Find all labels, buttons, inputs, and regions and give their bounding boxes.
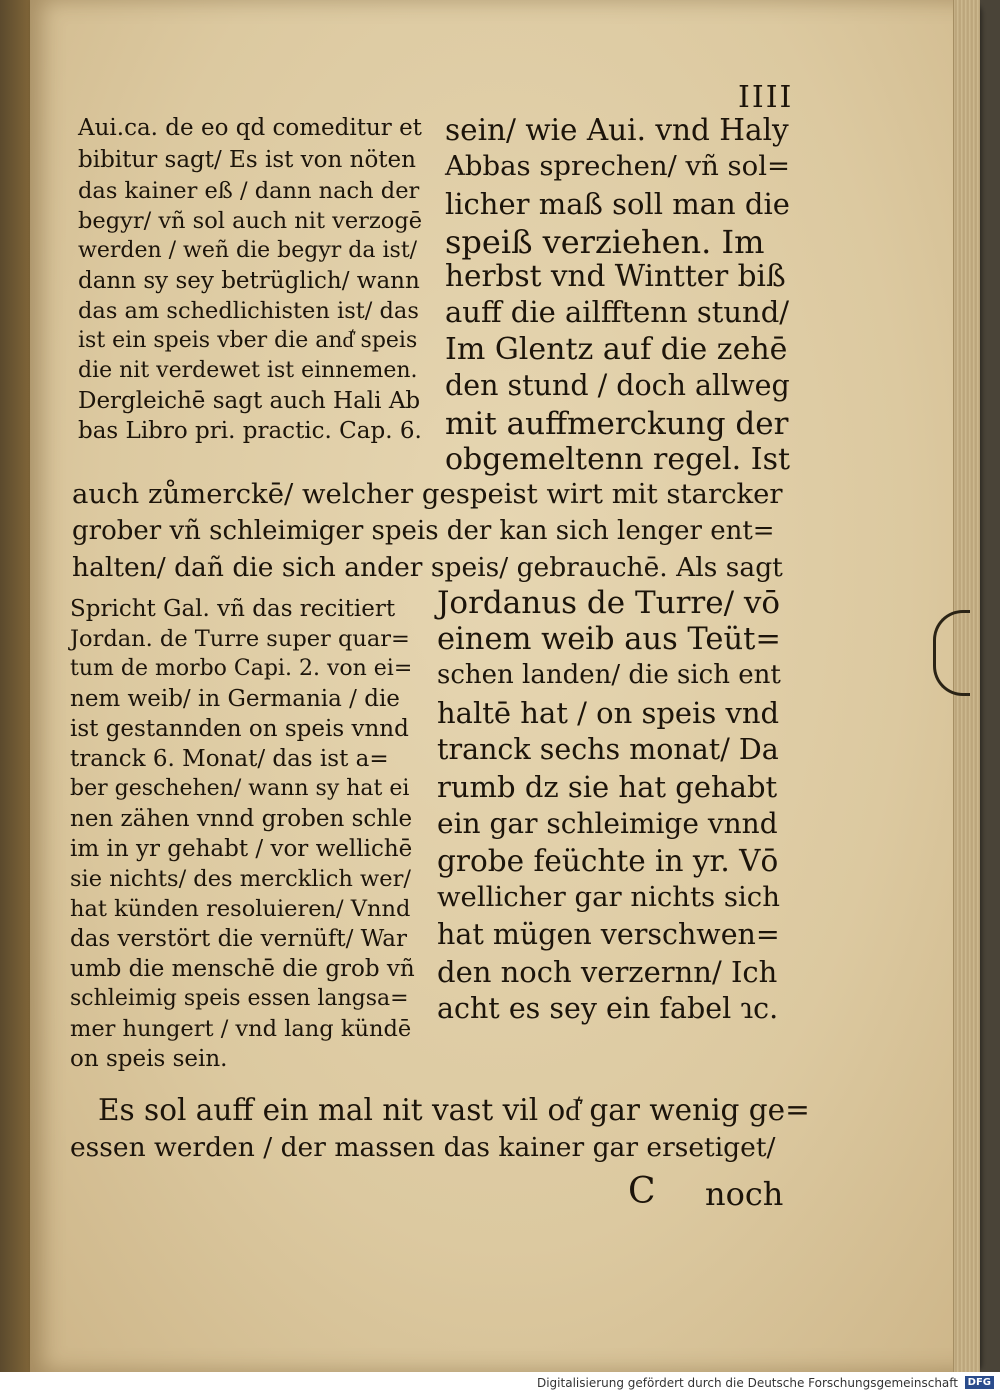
text-line: bibitur sagt/ Es ist von nöten xyxy=(78,147,416,173)
text-line: grobe feüchte in yr. Vō xyxy=(437,844,779,878)
text-line: mit auffmerckung der xyxy=(445,406,789,442)
text-line: hat künden resoluieren/ Vnnd xyxy=(70,896,411,922)
text-line: mer hungert / vnd lang kündē xyxy=(70,1016,412,1042)
text-line: Abbas sprechen/ vñ sol= xyxy=(445,150,791,182)
signature-mark: C xyxy=(628,1171,656,1212)
bookmark-ribbon xyxy=(933,610,970,696)
text-line: ein gar schleimige vnnd xyxy=(437,807,778,840)
text-line: halten/ dañ die sich ander speis/ gebrauchē. Als sagt xyxy=(72,552,783,583)
text-line: Aui.ca. de eo qd comeditur et xyxy=(78,115,422,141)
text-line: Jordan. de Turre super quar= xyxy=(70,626,410,652)
text-line: acht es sey ein fabel ɿc. xyxy=(437,992,779,1025)
foliation-number: IIII xyxy=(738,80,794,115)
text-line: haltē hat / on speis vnd xyxy=(437,696,780,730)
text-line: ist gestannden on speis vnnd xyxy=(70,716,409,742)
text-line: tranck 6. Monat/ das ist a= xyxy=(70,746,389,772)
text-line: schleimig speis essen langsa= xyxy=(70,986,409,1011)
footer-credit: Digitalisierung gefördert durch die Deutsche Forschungsgemeinschaft xyxy=(536,1376,958,1390)
text-line: das am schedlichisten ist/ das xyxy=(78,298,419,324)
text-line: nen zähen vnnd groben schle xyxy=(70,806,413,832)
text-line: bas Libro pri. practic. Cap. 6. xyxy=(78,418,422,444)
text-line: grober vñ schleimiger speis der kan sich lenger ent= xyxy=(72,516,775,546)
text-line: tum de morbo Capi. 2. von ei= xyxy=(70,656,413,681)
text-line: einem weib aus Teüt= xyxy=(437,622,781,657)
text-line: das verstört die vernüft/ War xyxy=(70,926,407,952)
text-line: speiß verziehen. Im xyxy=(445,223,765,261)
text-line: schen landen/ die sich ent xyxy=(437,660,781,690)
text-line: auch zůmerckē/ welcher gespeist wirt mit starcker xyxy=(72,478,783,510)
text-line: dann sy sey betrüglich/ wann xyxy=(78,268,420,294)
dfg-logo: DFG xyxy=(965,1376,994,1389)
text-line: Es sol auff ein mal nit vast vil od͛ gar wenig ge= xyxy=(98,1093,810,1127)
text-line: sein/ wie Aui. vnd Haly xyxy=(445,113,789,147)
text-line: begyr/ vñ sol auch nit verzogē xyxy=(78,208,423,234)
text-line: umb die menschē die grob vñ xyxy=(70,956,415,982)
text-line: Jordanus de Turre/ vō xyxy=(437,585,781,621)
text-line: rumb dz sie hat gehabt xyxy=(437,770,778,804)
text-line: nem weib/ in Germania / die xyxy=(70,686,400,712)
text-line: herbst vnd Wintter biß xyxy=(445,259,786,293)
text-line: Dergleichē sagt auch Hali Ab xyxy=(78,388,421,414)
text-line: wellicher gar nichts sich xyxy=(437,881,780,913)
text-line: essen werden / der massen das kainer gar ersetiget/ xyxy=(70,1132,776,1163)
text-line: Im Glentz auf die zehē xyxy=(445,332,788,367)
text-line: hat mügen verschwen= xyxy=(437,918,780,951)
text-line: im in yr gehabt / vor wellichē xyxy=(70,836,413,862)
text-line: obgemeltenn regel. Ist xyxy=(445,442,791,477)
footer-bar xyxy=(0,1372,1000,1394)
text-line: ist ein speis vber die and͛ speis xyxy=(78,328,418,353)
text-line: on speis sein. xyxy=(70,1046,228,1072)
catchword: noch xyxy=(705,1175,784,1213)
text-line: Spricht Gal. vñ das recitiert xyxy=(70,596,396,622)
text-line: sie nichts/ des mercklich wer/ xyxy=(70,866,411,892)
text-line: auff die ailfftenn stund/ xyxy=(445,295,790,329)
text-line: das kainer eß / dann nach der xyxy=(78,178,420,204)
text-line: den noch verzernn/ Ich xyxy=(437,955,778,989)
text-line: ber geschehen/ wann sy hat ei xyxy=(70,776,410,801)
text-line: den stund / doch allweg xyxy=(445,369,790,402)
text-line: tranck sechs monat/ Da xyxy=(437,733,779,766)
text-line: die nit verdewet ist einnemen. xyxy=(78,358,418,383)
text-line: werden / weñ die begyr da ist/ xyxy=(78,238,418,263)
text-line: licher maß soll man die xyxy=(445,187,790,221)
